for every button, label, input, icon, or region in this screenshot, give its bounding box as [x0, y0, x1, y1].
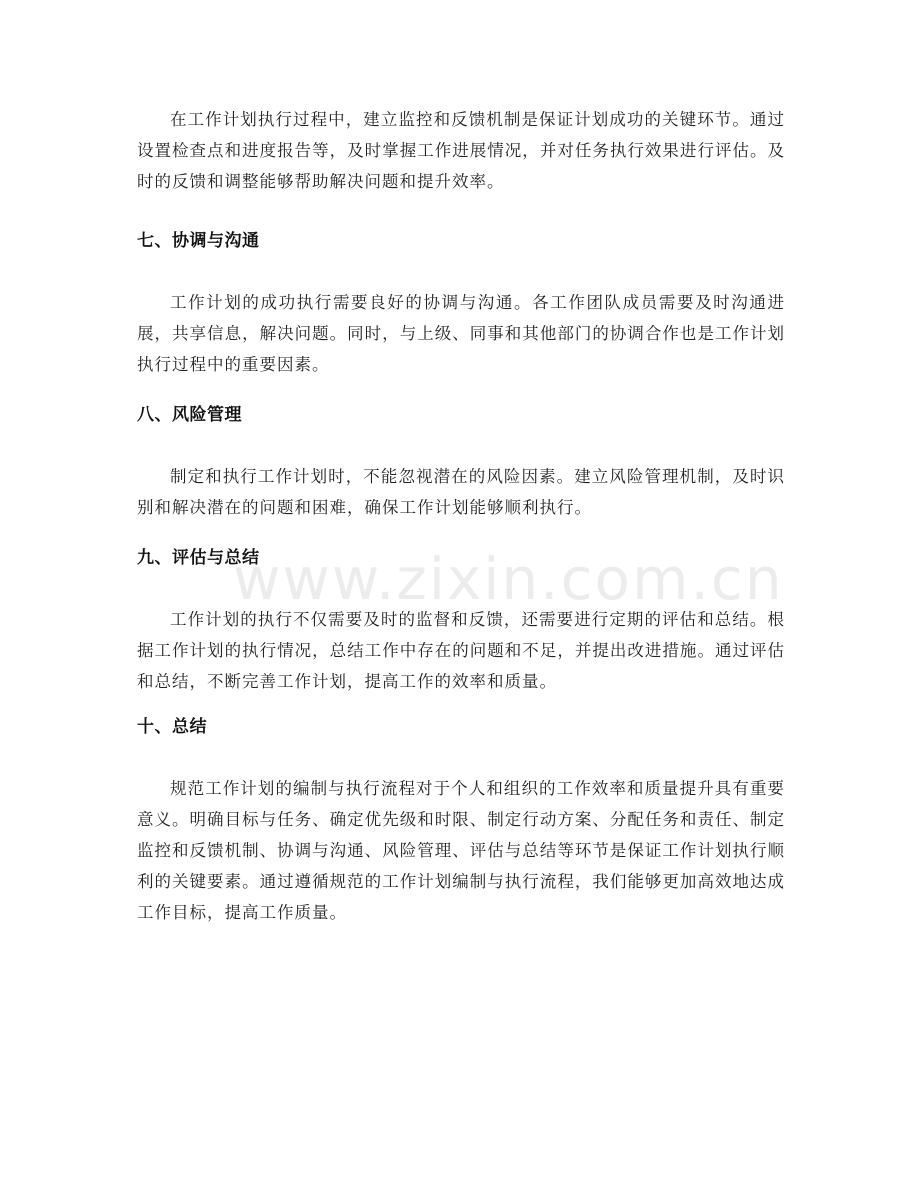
- heading-risk: 八、风险管理: [137, 405, 242, 425]
- paragraph-monitoring: 在工作计划执行过程中，建立监控和反馈机制是保证计划成功的关键环节。通过设置检查点和进度报告等，及时掌握工作进展情况，并对任务执行效果进行评估。及时的反馈和调整能够帮助解决问题和提升效率。: [137, 110, 785, 191]
- heading-evaluation: 九、评估与总结: [137, 548, 260, 568]
- section-risk: [137, 402, 785, 523]
- paragraph-coordination: 工作计划的成功执行需要良好的协调与沟通。各工作团队成员需要及时沟通进展，共享信息，解决问题。同时，与上级、同事和其他部门的协调合作也是工作计划执行过程中的重要因素。: [137, 293, 785, 374]
- section-summary: [137, 714, 785, 928]
- paragraph-risk: 制定和执行工作计划时，不能忽视潜在的风险因素。建立风险管理机制，及时识别和解决潜在的问题和困难，确保工作计划能够顺利执行。: [137, 467, 785, 517]
- paragraph-evaluation: 工作计划的执行不仅需要及时的监督和反馈，还需要进行定期的评估和总结。根据工作计划的执行情况，总结工作中存在的问题和不足，并提出改进措施。通过评估和总结，不断完善工作计划，提高工作的效率和质量。: [137, 610, 785, 691]
- heading-summary: 十、总结: [137, 717, 207, 737]
- section-evaluation: [137, 545, 785, 697]
- section-monitoring: [137, 104, 785, 197]
- section-coordination: [137, 228, 785, 380]
- paragraph-summary: 规范工作计划的编制与执行流程对于个人和组织的工作效率和质量提升具有重要意义。明确目标与任务、确定优先级和时限、制定行动方案、分配任务和责任、制定监控和反馈机制、协调与沟通、风险管理、评估与总结等环节是保证工作计划执行顺利的关键要素。通过遵循规范的工作计划编制与执行流程，我们能够更加高效地达成工作目标，提高工作质量。: [137, 779, 785, 922]
- watermark-text: www.zixin.com.cn: [233, 545, 784, 613]
- heading-coordination: 七、协调与沟通: [137, 231, 260, 251]
